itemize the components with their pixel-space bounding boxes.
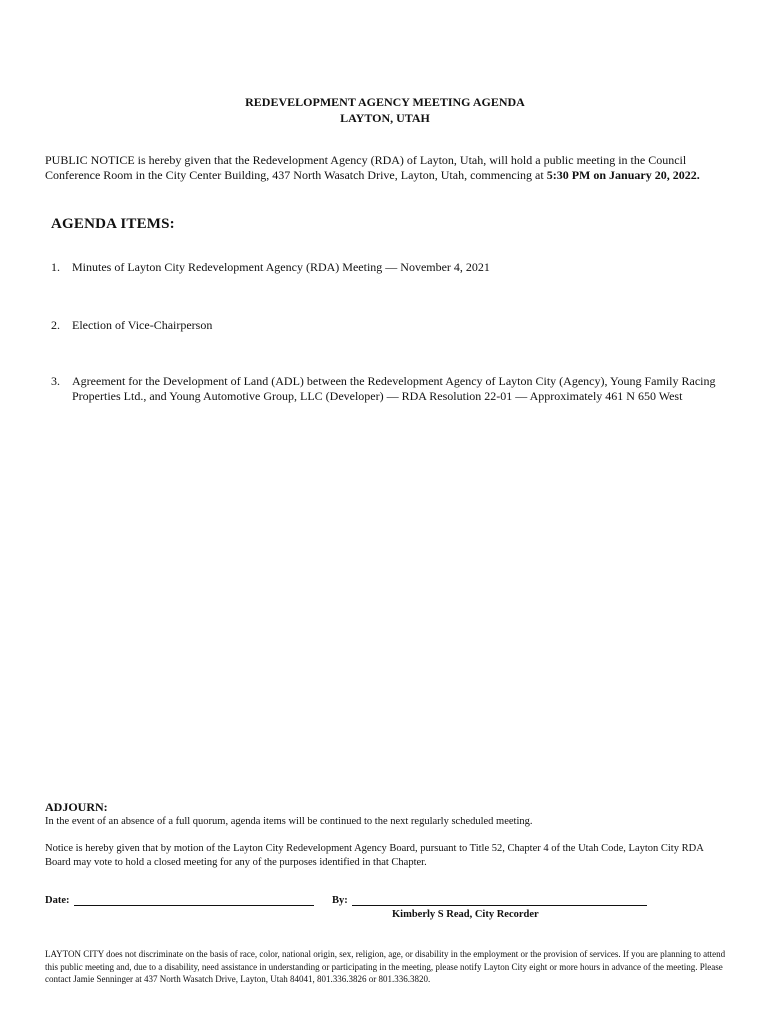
agenda-heading: AGENDA ITEMS:	[51, 216, 175, 232]
date-field	[45, 895, 314, 906]
document-title: REDEVELOPMENT AGENCY MEETING AGENDA	[245, 95, 525, 109]
agenda-item-text: Election of Vice-Chairperson	[72, 318, 213, 332]
agenda-item	[51, 318, 726, 333]
document-location: LAYTON, UTAH	[340, 111, 430, 125]
date-line	[74, 895, 314, 906]
adjourn-heading: ADJOURN:	[45, 800, 108, 814]
agenda-item	[51, 374, 726, 404]
agenda-item-text: Agreement for the Development of Land (ADL) between the Redevelopment Agency of Layton City (Agency), Young Family Racing Properties Ltd., and Young Automotive Group, LLC (Developer) — RDA Resolution 22-01 — Approximately 461 N 650 West	[72, 374, 716, 403]
agenda-item-number: 1.	[51, 260, 60, 274]
signature-line	[352, 895, 647, 906]
nondiscrimination-footer: LAYTON CITY does not discriminate on the basis of race, color, national origin, sex, religion, age, or disability in the employment or the provision of services. If you are planning to attend this public meeting and, due to a disability, need assistance in understanding or participating in the meeting, please notify Layton City eight or more hours in advance of the meeting. Please contact Jamie Senninger at 437 North Wasatch Drive, Layton, Utah 84041, 801.336.3826 or 801.336.3820.	[45, 949, 726, 984]
document-header	[0, 94, 770, 126]
agenda-item-number: 3.	[51, 374, 60, 388]
public-notice-text: PUBLIC NOTICE is hereby given that the Redevelopment Agency (RDA) of Layton, Utah, will hold a public meeting in the Council Conference Room in the City Center Building, 437 North Wasatch Drive, Layton, Utah, commencing at	[45, 153, 687, 182]
agenda-item	[51, 260, 726, 275]
quorum-notice: In the event of an absence of a full quorum, agenda items will be continued to the next regularly scheduled meeting.	[45, 816, 533, 827]
agenda-item-number: 2.	[51, 318, 60, 332]
by-field	[332, 895, 647, 906]
public-notice	[45, 153, 730, 183]
meeting-time-date: 5:30 PM on January 20, 2022.	[546, 168, 700, 182]
date-label: Date:	[45, 895, 70, 906]
by-label: By:	[332, 895, 348, 906]
agenda-item-text: Minutes of Layton City Redevelopment Agency (RDA) Meeting — November 4, 2021	[72, 260, 490, 274]
city-recorder: Kimberly S Read, City Recorder	[392, 909, 539, 920]
closed-meeting-notice: Notice is hereby given that by motion of the Layton City Redevelopment Agency Board, pursuant to Title 52, Chapter 4 of the Utah Code, Layton City RDA Board may vote to hold a closed meeting for any of the purposes identified in that Chapter.	[45, 843, 704, 868]
